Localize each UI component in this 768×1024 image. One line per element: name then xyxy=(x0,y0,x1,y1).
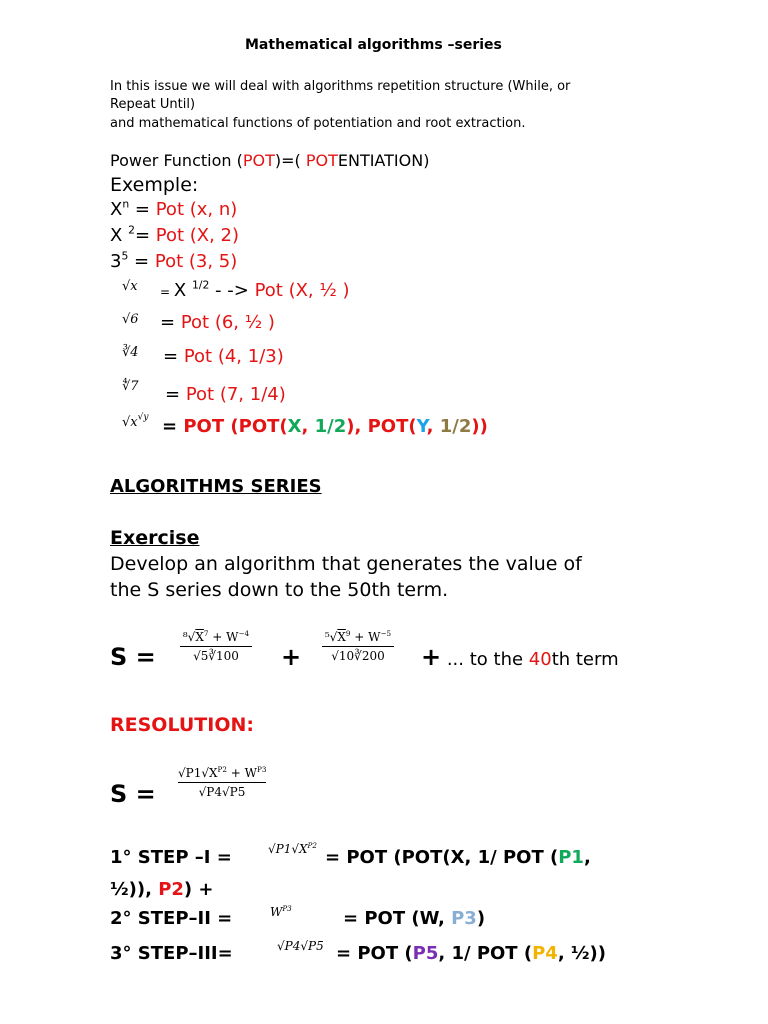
page-title: Mathematical algorithms –series xyxy=(245,37,502,53)
exercise-line-1: Develop an algorithm that generates the value of xyxy=(110,553,582,575)
section-heading: ALGORITHMS SERIES xyxy=(110,476,322,497)
example-root-7: = Pot (7, 1/4) xyxy=(165,384,286,405)
step-3-pot: = POT (P5, 1/ POT (P4, ½)) xyxy=(336,943,607,964)
resolution-formula: $√P1√X^{P2} + W^{P3}$ √P4√P5 xyxy=(178,764,267,799)
step-2-pot: = POT (W, P3) xyxy=(343,908,486,929)
power-function-label: Power Function (POT)=( POTENTIATION) xyxy=(110,151,430,170)
step-1-label: 1° STEP –I = xyxy=(110,847,232,868)
root-7-formula: ∜7 xyxy=(122,379,139,394)
example-35: $3^5$ = Pot (3, 5) xyxy=(110,249,238,272)
root-6-formula: √6 xyxy=(122,312,139,327)
step-3-label: 3° STEP–III= xyxy=(110,943,233,964)
series-term-2: $^5√X^9 + W^{-5}$ √10∛200 xyxy=(322,630,394,663)
resolution-s-label: S = xyxy=(110,780,156,808)
step-1-formula: $√P1√X^{P2}$ xyxy=(268,840,317,856)
intro-line-3: and mathematical functions of potentiation and root extraction. xyxy=(110,116,526,131)
series-plus-1: + xyxy=(281,643,302,671)
root-xy-formula: $√x^{√y}$ xyxy=(122,412,149,430)
example-root-xy: = POT (POT(X, 1/2), POT(Y, 1/2)) xyxy=(162,416,488,437)
exercise-line-2: the S series down to the 50th term. xyxy=(110,579,449,601)
root-x-formula: √x xyxy=(122,279,138,294)
intro-line-2: Repeat Until) xyxy=(110,97,196,112)
example-root-4: = Pot (4, 1/3) xyxy=(163,346,284,367)
resolution-heading: RESOLUTION: xyxy=(110,714,254,736)
root-4-formula: ∛4 xyxy=(122,345,139,360)
step-1-pot: = POT (POT(X, 1/ POT (P1, xyxy=(325,847,591,868)
example-xn: $X^n$ = Pot (x, n) xyxy=(110,197,238,220)
exemple-label: Exemple: xyxy=(110,174,199,196)
step-3-formula: √P4√P5 xyxy=(277,939,324,953)
series-term-1: $^8√X^7 + W^{-4}$ √5∛100 xyxy=(180,630,252,663)
example-x2: X $^2$= Pot (X, 2) xyxy=(110,223,240,246)
example-root-6: = Pot (6, ½ ) xyxy=(160,312,275,333)
step-2-formula: $W^{P3}$ xyxy=(270,903,292,919)
series-s-label: S = xyxy=(110,643,156,671)
example-root-x: = X $^{1/2}$ - -> Pot (X, ½ ) xyxy=(160,278,350,301)
intro-line-1: In this issue we will deal with algorithms repetition structure (While, or xyxy=(110,79,571,94)
step-1-pot-cont: ½)), P2) + xyxy=(110,879,214,900)
step-2-label: 2° STEP–II = xyxy=(110,908,233,929)
series-tail: + ... to the 40th term xyxy=(421,643,619,671)
exercise-heading: Exercise xyxy=(110,527,200,549)
